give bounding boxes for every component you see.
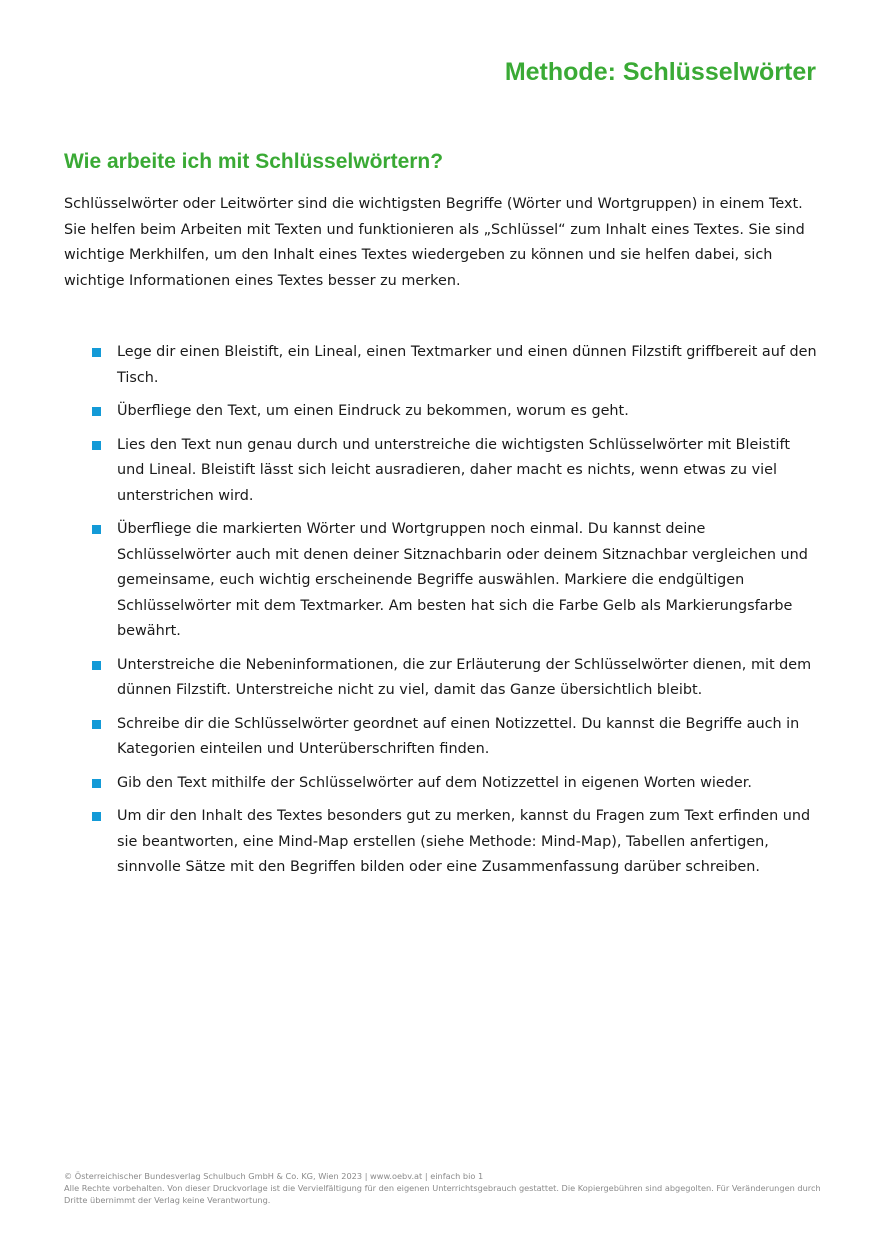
list-item <box>64 399 820 425</box>
list-item-text: Überfliege die markierten Wörter und Wortgruppen noch einmal. Du kannst deine Schlüsselwörter auch mit denen deiner Sitznachbarin oder deinem Sitznachbar vergleichen und gemeinsame, euch wichtig erscheinende Begriffe auswählen. Markiere die endgültigen Schlüsselwörter mit dem Textmarker. Am besten hat sich die Farbe Gelb als Markierungsfarbe bewährt. <box>117 521 808 639</box>
list-item <box>64 712 820 763</box>
square-bullet-icon <box>92 407 101 416</box>
list-item-text: Um dir den Inhalt des Textes besonders gut zu merken, kannst du Fragen zum Text erfinden und sie beantworten, eine Mind-Map erstellen (siehe Methode: Mind-Map), Tabellen anfertigen, sinnvolle Sätze mit den Begriffen bilden oder eine Zusammenfassung darüber schreiben. <box>117 808 811 875</box>
list-item-text: Überfliege den Text, um einen Eindruck zu bekommen, worum es geht. <box>117 403 629 419</box>
copyright-line: © Österreichischer Bundesverlag Schulbuch GmbH & Co. KG, Wien 2023 | www.oebv.at | einfach bio 1 <box>64 1171 484 1181</box>
page-footer <box>64 1170 824 1206</box>
list-item-text: Lies den Text nun genau durch und unterstreiche die wichtigsten Schlüsselwörter mit Bleistift und Lineal. Bleistift lässt sich leicht ausradieren, daher macht es nichts, wenn etwas zu viel unterstrichen wird. <box>117 436 790 504</box>
square-bullet-icon <box>92 779 101 788</box>
list-item-text: Lege dir einen Bleistift, ein Lineal, einen Textmarker und einen dünnen Filzstift griffbereit auf den Tisch. <box>117 344 817 386</box>
square-bullet-icon <box>92 441 101 450</box>
list-item-text: Schreibe dir die Schlüsselwörter geordnet auf einen Notizzettel. Du kannst die Begriffe auch in Kategorien einteilen und Unterüberschriften finden. <box>117 715 800 757</box>
square-bullet-icon <box>92 661 101 670</box>
list-item-text: Gib den Text mithilfe der Schlüsselwörter auf dem Notizzettel in eigenen Worten wieder. <box>117 774 752 791</box>
list-item <box>64 653 820 704</box>
page-title: Methode: Schlüsselwörter <box>504 58 816 86</box>
square-bullet-icon <box>92 720 101 729</box>
list-item <box>64 804 820 881</box>
rights-notice: Alle Rechte vorbehalten. Von dieser Druckvorlage ist die Vervielfältigung für den eigenen Unterrichtsgebrauch gestattet. Die Kopiergebühren sind abgegolten. Für Veränderungen durch Dritte übernimmt der Verlag keine Verantwortung. <box>64 1183 821 1205</box>
list-item <box>64 340 820 391</box>
list-item <box>64 433 820 510</box>
steps-list <box>64 340 820 881</box>
intro-paragraph: Schlüsselwörter oder Leitwörter sind die wichtigsten Begriffe (Wörter und Wortgruppen) in einem Text. Sie helfen beim Arbeiten mit Texten und funktionieren als „Schlüssel“ zum Inhalt eines Textes. Sie sind wichtige Merkhilfen, um den Inhalt eines Textes wiedergeben zu können und sie helfen dabei, sich wichtige Informationen eines Textes besser zu merken. <box>64 196 805 289</box>
square-bullet-icon <box>92 525 101 534</box>
square-bullet-icon <box>92 812 101 821</box>
main-content <box>64 148 820 889</box>
list-item <box>64 517 820 645</box>
square-bullet-icon <box>92 348 101 357</box>
list-item <box>64 771 820 797</box>
list-item-text: Unterstreiche die Nebeninformationen, die zur Erläuterung der Schlüsselwörter dienen, mit dem dünnen Filzstift. Unterstreiche nicht zu viel, damit das Ganze übersichtlich bleibt. <box>117 656 812 698</box>
section-heading: Wie arbeite ich mit Schlüsselwörtern? <box>64 150 444 173</box>
